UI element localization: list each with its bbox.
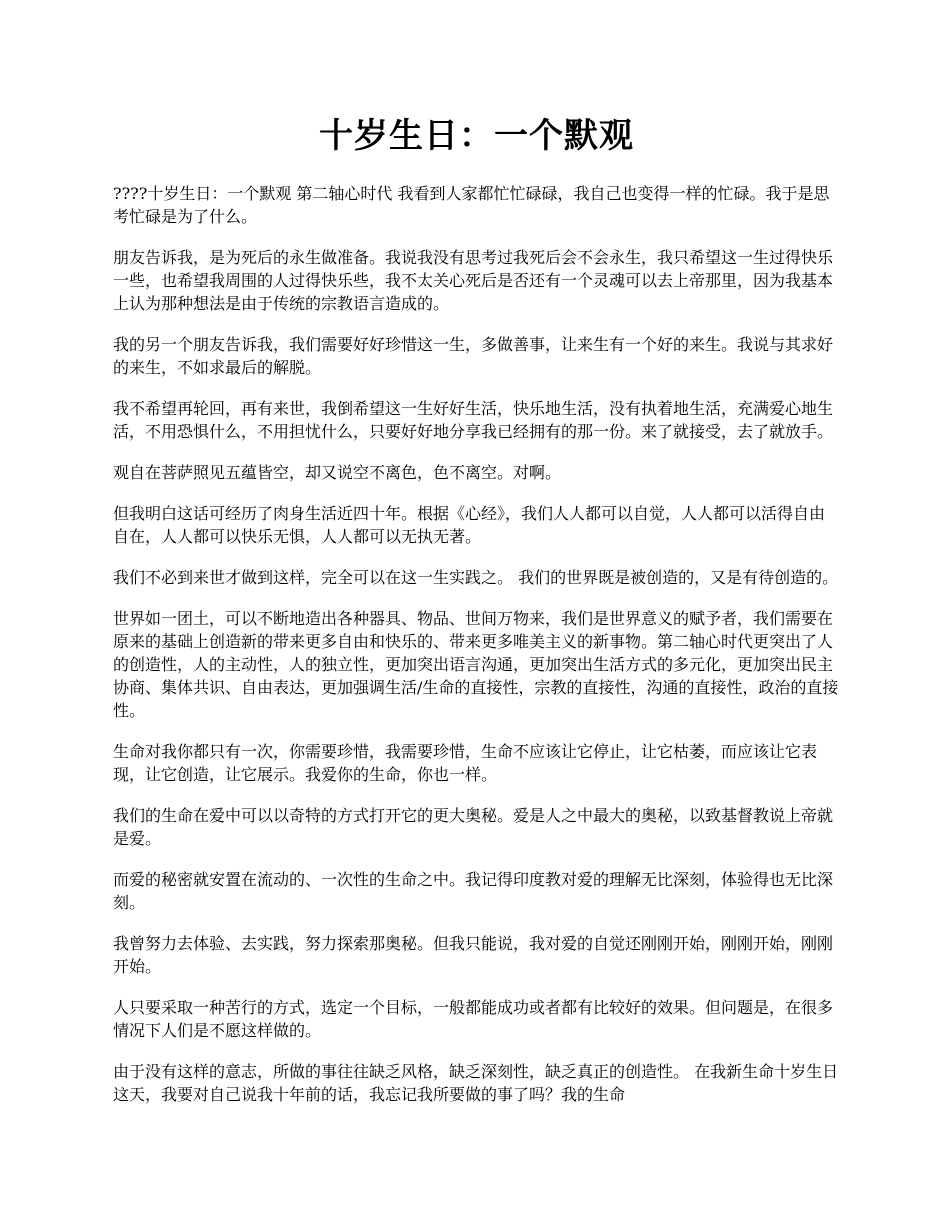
paragraph: 我曾努力去体验、去实践，努力探索那奥秘。但我只能说，我对爱的自觉还刚刚开始，刚刚开始，刚刚开始。 — [113, 934, 834, 976]
paragraph: 朋友告诉我，是为死后的永生做准备。我说我没有思考过我死后会不会永生，我只希望这一生过得快乐一些，也希望我周围的人过得快乐些，我不太关心死后是否还有一个灵魂可以去上帝那里，因为我基本上认为那种想法是由于传统的宗教语言造成的。 — [113, 248, 834, 313]
paragraph: 世界如一团土，可以不断地造出各种器具、物品、世间万物来，我们是世界意义的赋予者，我们需要在原来的基础上创造新的带来更多自由和快乐的、带来更多唯美主义的新事物。第二轴心时代更突出了人的创造性，人的主动性，人的独立性，更加突出语言沟通，更加突出生活方式的多元化，更加突出民主协商、集体共识、自由表达，更加强调生活/生命的直接性，宗教的直接性，沟通的直接性，政治的直接性。 — [113, 609, 839, 720]
paragraph: 观自在菩萨照见五蕴皆空，却又说空不离色，色不离空。对啊。 — [113, 463, 562, 482]
document-title: 十岁生日：一个默观 — [319, 116, 634, 156]
paragraph: 人只要采取一种苦行的方式，选定一个目标，一般都能成功或者都有比较好的效果。但问题是，在很多情况下人们是不愿这样做的。 — [113, 998, 834, 1040]
paragraph: 我不希望再轮回，再有来世，我倒希望这一生好好生活，快乐地生活，没有执着地生活，充满爱心地生活，不用恐惧什么，不用担忧什么，只要好好地分享我已经拥有的那一份。来了就接受，去了就放手。 — [113, 399, 834, 441]
paragraph: 而爱的秘密就安置在流动的、一次性的生命之中。我记得印度教对爱的理解无比深刻，体验得也无比深刻。 — [113, 870, 834, 912]
paragraph: 但我明白这话可经历了肉身生活近四十年。根据《心经》，我们人人都可以自觉，人人都可以活得自由自在，人人都可以快乐无惧，人人都可以无执无著。 — [113, 504, 826, 546]
paragraph: 我们不必到来世才做到这样，完全可以在这一生实践之。 我们的世界既是被创造的，又是有待创造的。 — [113, 568, 839, 587]
paragraph: ????十岁生日：一个默观 第二轴心时代 我看到人家都忙忙碌碌，我自己也变得一样的忙碌。我于是思考忙碌是为了什么。 — [113, 184, 830, 226]
paragraph: 我们的生命在爱中可以以奇特的方式打开它的更大奥秘。爱是人之中最大的奥秘，以致基督教说上帝就是爱。 — [113, 806, 834, 848]
paragraph: 我的另一个朋友告诉我，我们需要好好珍惜这一生，多做善事，让来生有一个好的来生。我说与其求好的来生，不如求最后的解脱。 — [113, 335, 834, 377]
paragraph: 生命对我你都只有一次，你需要珍惜，我需要珍惜，生命不应该让它停止，让它枯萎，而应该让它表现，让它创造，让它展示。我爱你的生命，你也一样。 — [113, 742, 818, 784]
paragraph: 由于没有这样的意志，所做的事往往缺乏风格，缺乏深刻性，缺乏真正的创造性。 在我新生命十岁生日这天，我要对自己说我十年前的话，我忘记我所要做的事了吗？我的生命 — [113, 1062, 839, 1104]
